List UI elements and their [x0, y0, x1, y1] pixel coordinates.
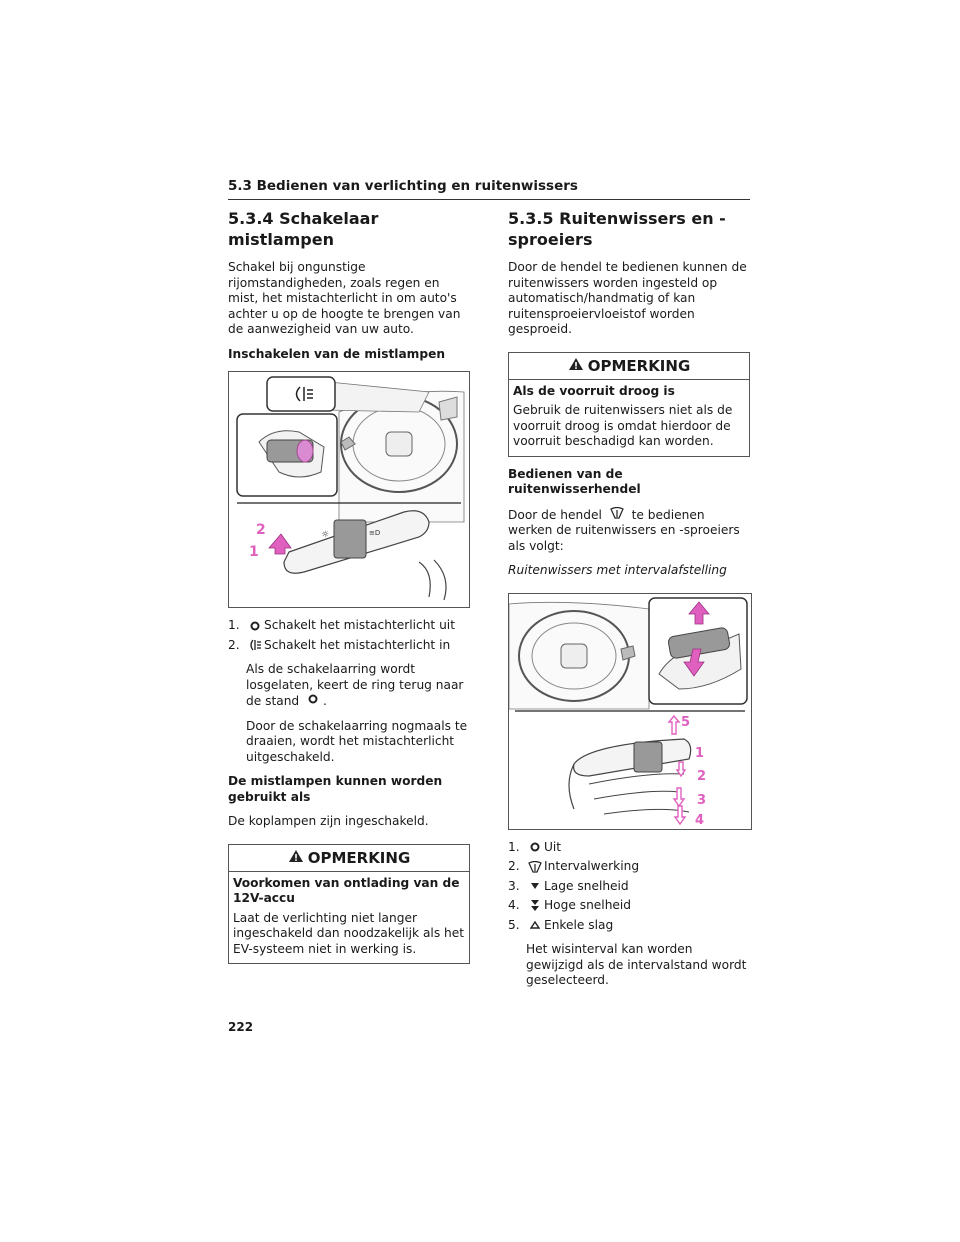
wiper-figure-caption: Ruitenwissers met intervalafstelling [508, 563, 727, 577]
figure-label-4: 4 [695, 812, 705, 828]
fog-off-icon [246, 618, 264, 634]
wiper-intro: Door de hendel te bedienen kunnen de ruitenwissers worden ingesteld op automatisch/handmatig of kan ruitensproeiervloeistof worden gesproeid. [508, 260, 747, 336]
warning-triangle-icon [288, 849, 304, 867]
wiper-lever-illustration [509, 594, 751, 829]
warning-triangle-icon [568, 357, 584, 375]
list-item: 3. Lage snelheid [508, 878, 629, 893]
fog-note-return: Als de schakelaarring wordt losgelaten, keert de ring terug naar de stand . [246, 662, 464, 708]
wiper-item-list [508, 840, 750, 934]
warning-box-battery [228, 844, 470, 965]
list-item: 2. Schakelt het mistachterlicht in [228, 637, 451, 652]
wiper-title: 5.3.5 Ruitenwissers en -sproeiers [508, 209, 726, 249]
page-number: 222 [228, 1020, 254, 1034]
warning-header: OPMERKING [509, 353, 749, 380]
high-speed-icon [526, 898, 544, 914]
fog-note-toggle: Door de schakelaarring nogmaals te draaien, wordt het mistachterlicht uitgeschakeld. [246, 718, 468, 764]
section-header: 5.3 Bedienen van verlichting en ruitenwissers [228, 178, 578, 194]
fog-off-icon [307, 693, 319, 710]
svg-text:≡D: ≡D [369, 529, 381, 537]
warning-heading: Als de voorruit droog is [513, 383, 675, 398]
list-item: 5. Enkele slag [508, 917, 614, 932]
fog-intro: Schakel bij ongunstige rijomstandigheden, zoals regen en mist, het mistachterlicht in om auto's achter u op de hoogte te brengen van de aanwezigheid van uw auto. [228, 260, 461, 336]
figure-label-5: 5 [681, 714, 691, 730]
rotate-arrow-icon [269, 534, 291, 554]
section-rule [228, 199, 750, 200]
wiper-lever-text: Door de hendel te bedienen werken de ruitenwissers en -sproeiers als volgt: [508, 507, 740, 553]
list-item: 4. Hoge snelheid [508, 898, 632, 912]
warning-text: Laat de verlichting niet langer ingeschakeld dan noodzakelijk als het EV-systeem niet in werking is. [233, 910, 465, 956]
fog-switch-figure [228, 371, 470, 608]
figure-label-2: 2 [697, 768, 707, 784]
interval-icon [526, 859, 544, 875]
fog-usage-text: De koplampen zijn ingeschakeld. [228, 814, 429, 828]
fog-switch-title: 5.3.4 Schakelaar mistlampen [228, 209, 379, 249]
wiper-note: Het wisinterval kan worden gewijzigd als de intervalstand wordt geselecteerd. [526, 942, 747, 987]
rear-fog-callout [267, 377, 335, 411]
wiper-lever-heading: Bedienen van de ruitenwisserhendel [508, 466, 641, 496]
figure-label-1: 1 [249, 544, 259, 560]
warning-header: OPMERKING [229, 845, 469, 872]
warning-text: Gebruik de ruitenwissers niet als de voorruit droog is omdat hierdoor de voorruit beschadigd kan worden. [513, 403, 733, 448]
rear-fog-icon [246, 638, 264, 654]
figure-label-2: 2 [256, 522, 266, 538]
fog-switch-illustration [229, 372, 469, 607]
single-wipe-icon [526, 918, 544, 934]
wiper-lever-icon [610, 507, 624, 524]
warning-heading: Voorkomen van ontlading van de 12V-accu [233, 875, 460, 905]
list-item: 1. Schakelt het mistachterlicht uit [228, 618, 455, 632]
low-speed-icon [526, 879, 544, 895]
list-item: 2. Intervalwerking [508, 859, 640, 873]
off-icon [526, 840, 544, 856]
figure-label-3: 3 [697, 792, 707, 808]
fog-item-list [228, 618, 470, 653]
fog-subheading: Inschakelen van de mistlampen [228, 346, 446, 361]
list-item: 1. Uit [508, 839, 562, 854]
wiper-lever-figure [508, 593, 752, 830]
fog-usage-heading: De mistlampen kunnen worden gebruikt als [228, 774, 443, 804]
right-column [508, 208, 750, 998]
warning-box-dry-windshield [508, 352, 750, 457]
figure-label-1: 1 [695, 745, 705, 761]
svg-text:☼: ☼ [321, 530, 330, 540]
left-column [228, 208, 470, 974]
